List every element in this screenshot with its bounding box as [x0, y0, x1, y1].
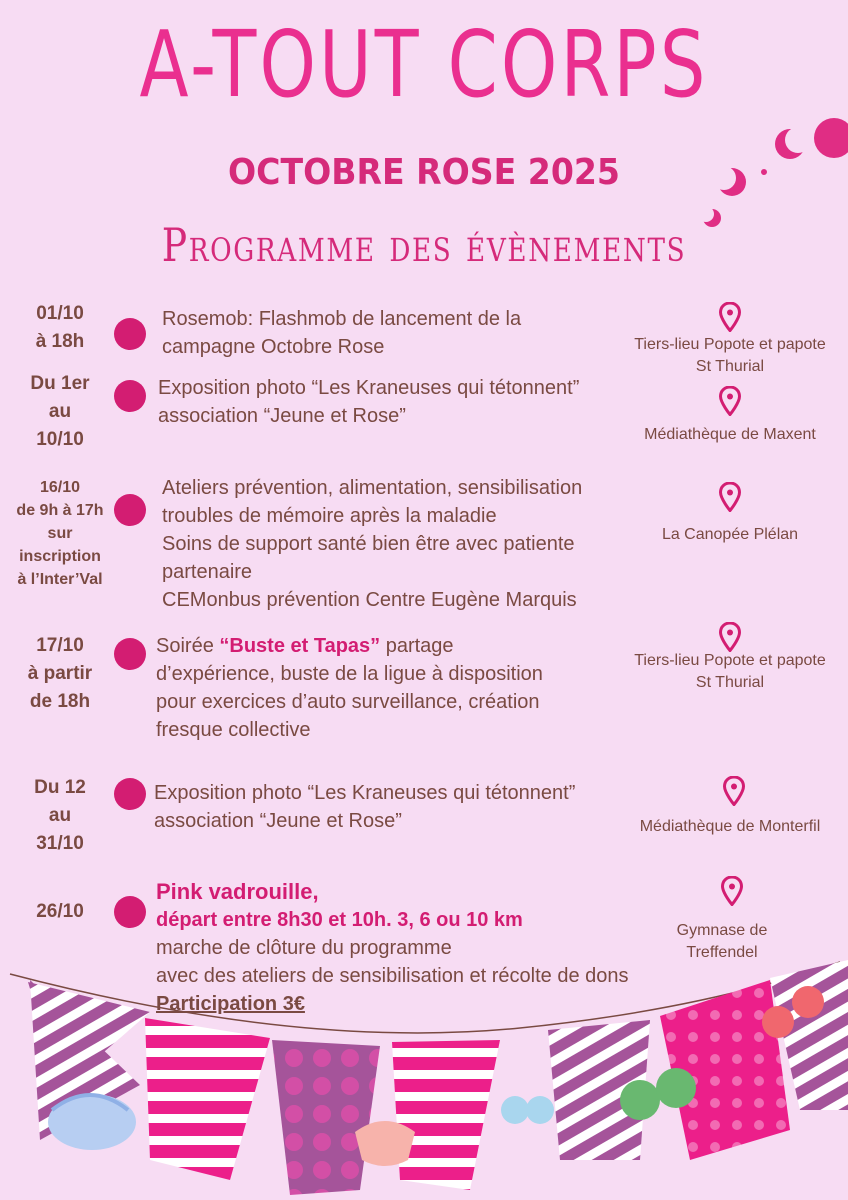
event-date: 26/10 [36, 901, 84, 922]
programme-heading: Programme des évènements [161, 218, 687, 272]
event-location: La Canopée Plélan [661, 526, 799, 543]
event-location: Médiathèque de Monterfil [639, 818, 821, 835]
location-pin-icon [719, 386, 741, 416]
event-location: Tiers-lieu Popote et papote St Thurial [634, 336, 826, 375]
location-pin-icon [719, 302, 741, 332]
page-title: A-TOUT CORPS [139, 11, 709, 118]
event-description: Soirée “Buste et Tapas” partage d’expérience, buste de la ligue à disposition pour exercices d’auto surveillance, création fresque collective [156, 635, 543, 741]
bunting-garland-decoration [0, 960, 848, 1200]
event-description: Pink vadrouille, départ entre 8h30 et 10h. 3, 6 ou 10 km marche de clôture du programme avec des ateliers de sensibilisation et récolte de dons Participation 3€ [156, 879, 629, 1015]
bullet-dot [114, 318, 146, 350]
location-pin-icon [723, 776, 745, 806]
location-pin-icon [721, 876, 743, 906]
location-pin-icon [719, 482, 741, 512]
event-description: Ateliers prévention, alimentation, sensibilisation troubles de mémoire après la maladie Soins de support santé bien être avec patiente partenaire CEMonbus prévention Centre Eugène Marquis [162, 477, 583, 611]
event-date: 16/10 de 9h à 17h sur inscription à l’Inter’Val [16, 479, 104, 588]
event-location: Médiathèque de Maxent [644, 426, 816, 443]
event-description: Rosemob: Flashmob de lancement de la campagne Octobre Rose [162, 308, 522, 358]
event-date: Du 1er au 10/10 [30, 373, 90, 450]
bullet-dot [114, 638, 146, 670]
event-date: 17/10 à partir de 18h [27, 635, 93, 712]
page-subtitle: OCTOBRE ROSE 2025 [228, 152, 620, 193]
event-date: 01/10 à 18h [35, 303, 85, 352]
bullet-dot [114, 896, 146, 928]
event-date: Du 12 au 31/10 [34, 777, 86, 854]
bullet-dot [114, 778, 146, 810]
location-pin-icon [719, 622, 741, 652]
event-description: Exposition photo “Les Kraneuses qui tétonnent” association “Jeune et Rose” [154, 782, 576, 832]
bullet-dot [114, 380, 146, 412]
event-description: Exposition photo “Les Kraneuses qui tétonnent” association “Jeune et Rose” [158, 377, 580, 427]
bullet-dot [114, 494, 146, 526]
moon-phases-decoration [680, 100, 848, 240]
event-location: Gymnase de Treffendel [676, 922, 768, 961]
event-location: Tiers-lieu Popote et papote St Thurial [634, 652, 826, 691]
